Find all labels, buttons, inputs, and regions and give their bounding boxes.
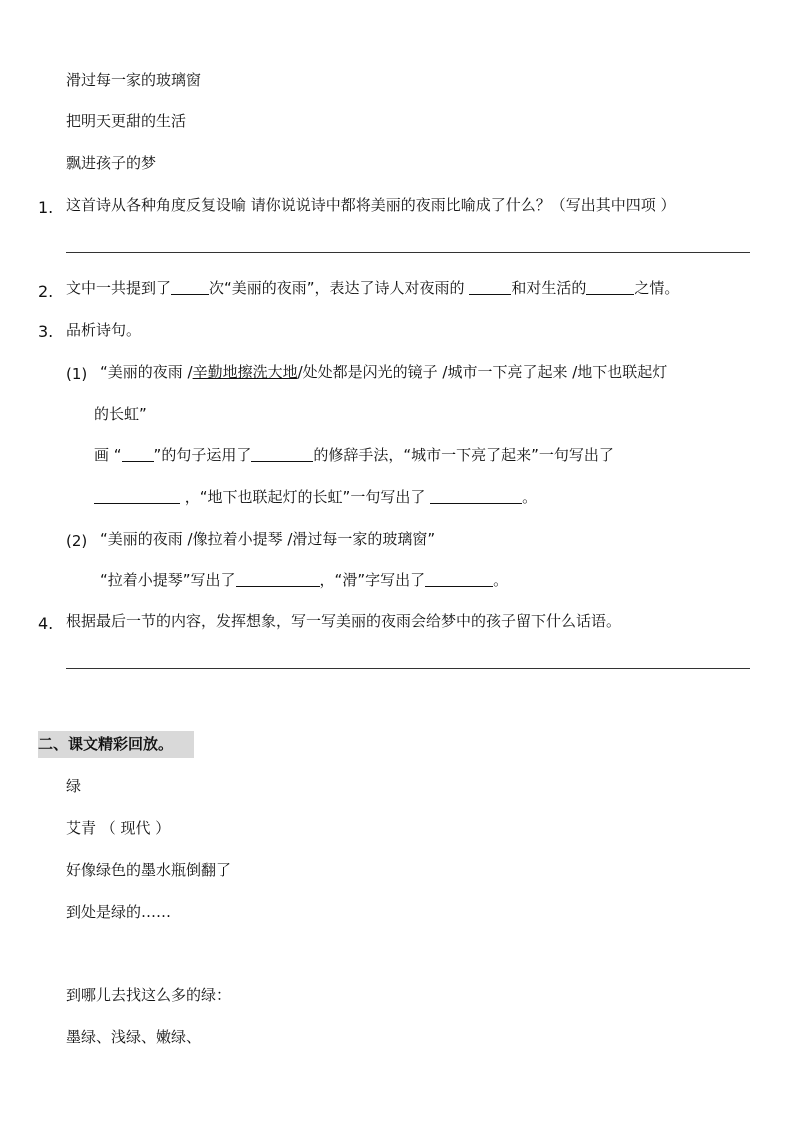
question-4-answer-line[interactable]	[66, 668, 750, 669]
poem-line-3: 飘进孩子的梦	[66, 154, 157, 172]
subquestion-1-quote-c: /处处都是闪光的镜子 /城市一下亮了起来 /地下也联起灯	[297, 363, 668, 381]
subquestion-1-quote-line-2: 的长虹”	[94, 405, 147, 423]
subquestion-2-quote: “美丽的夜雨 /像拉着小提琴 /滑过每一家的玻璃窗”	[100, 530, 436, 548]
question-2-blank-count[interactable]	[171, 279, 209, 295]
question-2-blank-life[interactable]	[586, 279, 634, 295]
subquestion-1-line-3	[94, 445, 614, 465]
green-poem-line-3: 到哪儿去找这么多的绿：	[66, 986, 232, 1004]
green-poem-line-1: 好像绿色的墨水瓶倒翻了	[66, 861, 232, 879]
subquestion-1-blank-rainbow[interactable]	[430, 488, 522, 504]
question-1-answer-line[interactable]	[66, 252, 750, 253]
poem-author: 艾青 （ 现代 ）	[66, 819, 171, 837]
subquestion-2-l2b: ，“滑”字写出了	[319, 571, 426, 589]
question-2-part-3: 和对生活的	[511, 279, 587, 297]
subquestion-2-l2c: 。	[493, 571, 509, 589]
question-2-part-1: 文中一共提到了	[66, 279, 172, 297]
green-poem-line-4: 墨绿、浅绿、嫩绿、	[66, 1028, 202, 1046]
poem-line-2: 把明天更甜的生活	[66, 112, 187, 130]
green-poem-line-2: 到处是绿的……	[66, 903, 172, 921]
question-2-text	[66, 278, 679, 298]
subquestion-1-number: (1)	[66, 365, 88, 383]
poem-line-1: 滑过每一家的玻璃窗	[66, 71, 202, 89]
question-1-text: 这首诗从各种角度反复设喻 请你说说诗中都将美丽的夜雨比喻成了什么？（写出其中四项 ）	[66, 196, 676, 214]
subquestion-1-blank-mark[interactable]	[122, 446, 154, 462]
question-2-blank-feeling[interactable]	[469, 279, 511, 295]
question-1-number: 1.	[38, 198, 54, 217]
subquestion-1-l4b: 。	[522, 488, 538, 506]
question-2-part-2: 次“美丽的夜雨”，表达了诗人对夜雨的	[209, 279, 465, 297]
question-4-number: 4.	[38, 614, 54, 633]
subquestion-2-line-2	[100, 570, 508, 590]
subquestion-1-quote-a: “美丽的夜雨 /	[100, 363, 193, 381]
question-2-part-4: 之情。	[634, 279, 680, 297]
subquestion-2-number: (2)	[66, 532, 88, 550]
subquestion-1-blank-rhetoric[interactable]	[251, 446, 313, 462]
subquestion-1-l3a: 画 “	[94, 446, 122, 464]
subquestion-2-l2a: “拉着小提琴”写出了	[100, 571, 236, 589]
section-2-heading: 二、课文精彩回放。	[38, 731, 194, 758]
subquestion-2-blank-violin[interactable]	[236, 571, 320, 587]
subquestion-1-l3b: ”的句子运用了	[153, 446, 252, 464]
subquestion-1-l3c: 的修辞手法，“城市一下亮了起来”一句写出了	[313, 446, 614, 464]
question-2-number: 2.	[38, 282, 54, 301]
subquestion-1-blank-city[interactable]	[94, 488, 180, 504]
question-3-text: 品析诗句。	[66, 321, 142, 339]
subquestion-1-quote	[100, 362, 667, 382]
poem-title: 绿	[66, 777, 82, 795]
subquestion-2-blank-slide[interactable]	[425, 571, 493, 587]
question-4-text: 根据最后一节的内容，发挥想象，写一写美丽的夜雨会给梦中的孩子留下什么话语。	[66, 612, 622, 630]
subquestion-1-underlined-phrase: 辛勤地擦洗大地	[192, 363, 298, 381]
subquestion-1-line-4	[94, 487, 537, 507]
question-3-number: 3.	[38, 322, 54, 341]
subquestion-1-l4a: ，“地下也联起灯的长虹”一句写出了	[184, 488, 426, 506]
